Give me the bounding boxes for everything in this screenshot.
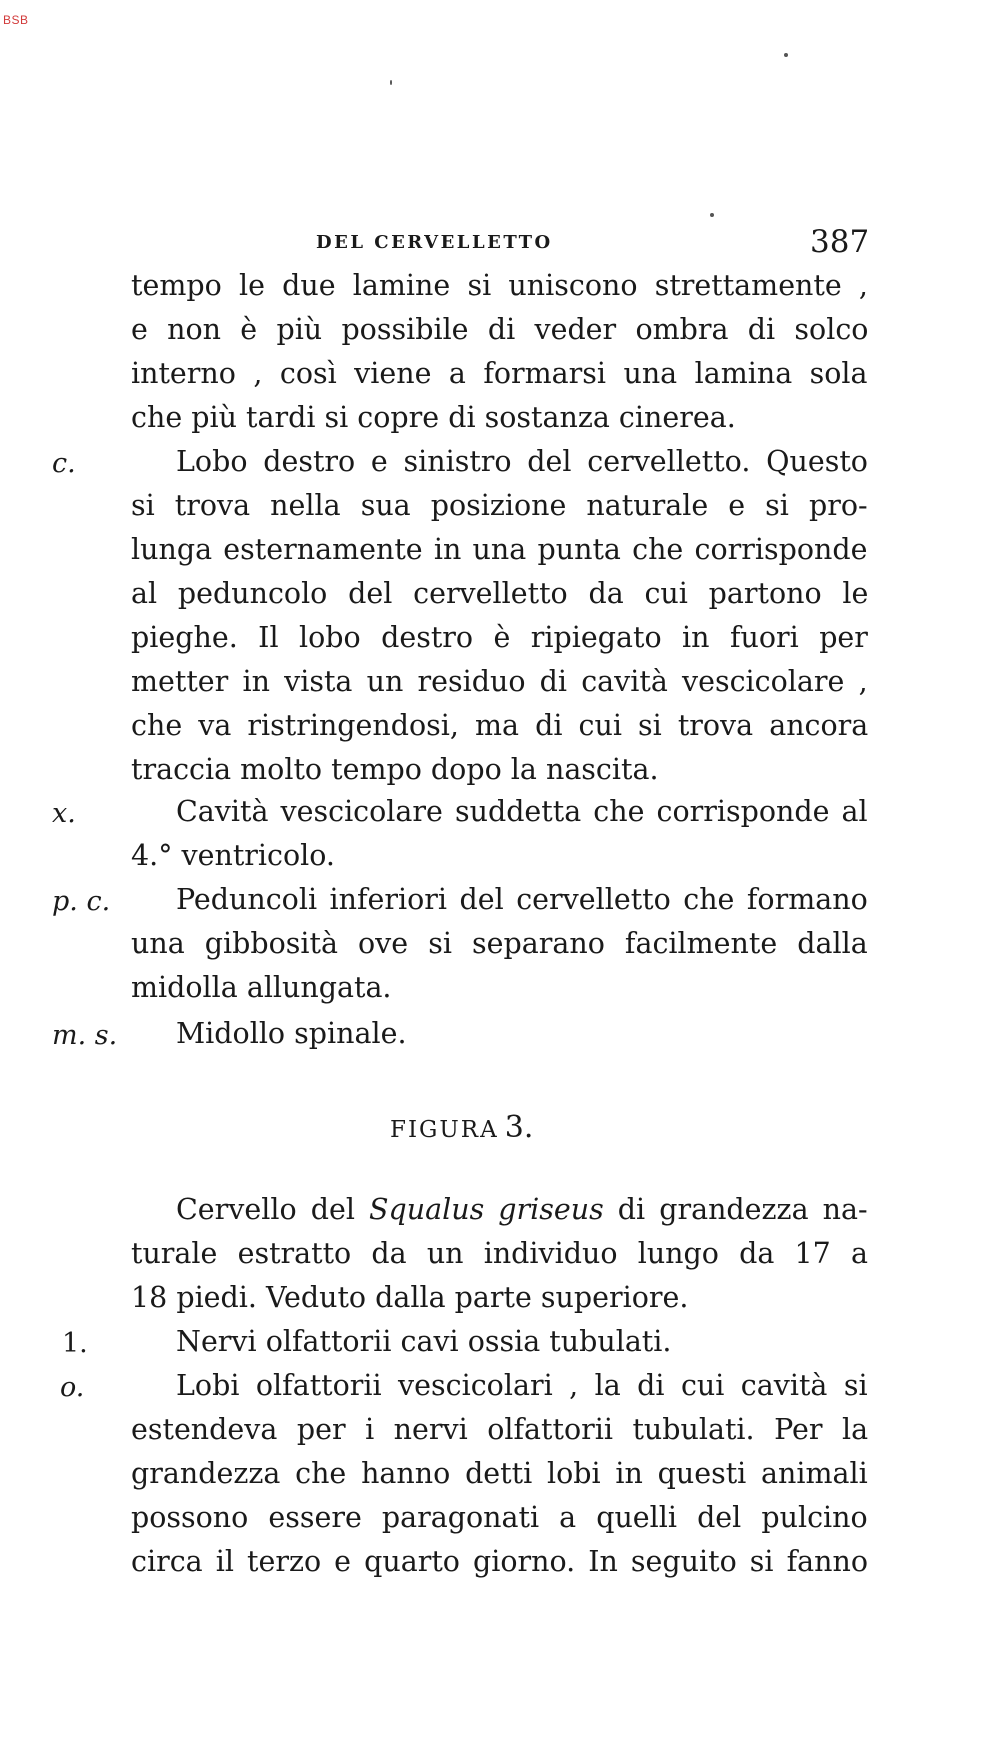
ink-speck (710, 213, 714, 217)
text-line: 4.° ventricolo. (131, 839, 335, 872)
entry-marker: c. (52, 448, 76, 479)
text-line: grandezza che hanno detti lobi in questi animali (131, 1457, 868, 1490)
entry-marker: x. (52, 798, 76, 829)
text-line: Cavità vescicolare suddetta che corrisponde al (176, 795, 868, 828)
text-line: una gibbosità ove si separano facilmente dalla (131, 927, 868, 960)
text-line: si trova nella sua posizione naturale e si pro- (131, 489, 868, 522)
page-number: 387 (810, 224, 870, 260)
ink-speck (784, 53, 788, 57)
text-line: tempo le due lamine si uniscono strettamente , (131, 269, 868, 302)
library-stamp: BSB (3, 13, 29, 27)
entry-marker: p. c. (52, 886, 111, 917)
text-line: Midollo spinale. (176, 1017, 407, 1050)
text-line: pieghe. Il lobo destro è ripiegato in fuori per (131, 621, 868, 654)
page-header (0, 224, 1000, 268)
text-line: turale estratto da un individuo lungo da 17 a (131, 1237, 868, 1270)
running-head: DEL CERVELLETTO (316, 232, 553, 253)
text-line: traccia molto tempo dopo la nascita. (131, 753, 659, 786)
text-line: possono essere paragonati a quelli del pulcino (131, 1501, 868, 1534)
entry-marker: o. (60, 1372, 85, 1403)
entry-marker: 1. (62, 1328, 88, 1359)
figure-label: FIGURA (390, 1117, 499, 1143)
text-line: Lobi olfattorii vescicolari , la di cui cavità si (176, 1369, 868, 1402)
text-line: estendeva per i nervi olfattorii tubulati. Per la (131, 1413, 869, 1446)
text-line: Nervi olfattorii cavi ossia tubulati. (176, 1325, 672, 1358)
text-line: 18 piedi. Veduto dalla parte superiore. (131, 1281, 689, 1314)
text-line: circa il terzo e quarto giorno. In seguito si fanno (131, 1545, 869, 1578)
figure-number: 3. (504, 1110, 534, 1145)
text-line: metter in vista un residuo di cavità vescicolare , (131, 665, 868, 698)
text-line: Lobo destro e sinistro del cervelletto. Questo (176, 445, 868, 478)
entry-marker: m. s. (52, 1020, 118, 1051)
ink-speck (390, 80, 392, 85)
text-line: lunga esternamente in una punta che corrisponde (131, 533, 868, 566)
caption-text: Cervello del (176, 1193, 369, 1226)
text-line: interno , così viene a formarsi una lamina sola (131, 357, 868, 390)
text-line: midolla allungata. (131, 971, 392, 1004)
text-line: che va ristringendosi, ma di cui si trova ancora (131, 709, 869, 742)
text-line: e non è più possibile di veder ombra di solco (131, 313, 869, 346)
text-line: che più tardi si copre di sostanza cinerea. (131, 401, 736, 434)
text-line: Peduncoli inferiori del cervelletto che formano (176, 883, 868, 916)
text-line (176, 1193, 868, 1226)
text-line: al peduncolo del cervelletto da cui partono le (131, 577, 869, 610)
caption-text: di grandezza na- (603, 1193, 868, 1226)
figure-heading (390, 1110, 533, 1145)
species-name: Squalus griseus (369, 1193, 604, 1226)
